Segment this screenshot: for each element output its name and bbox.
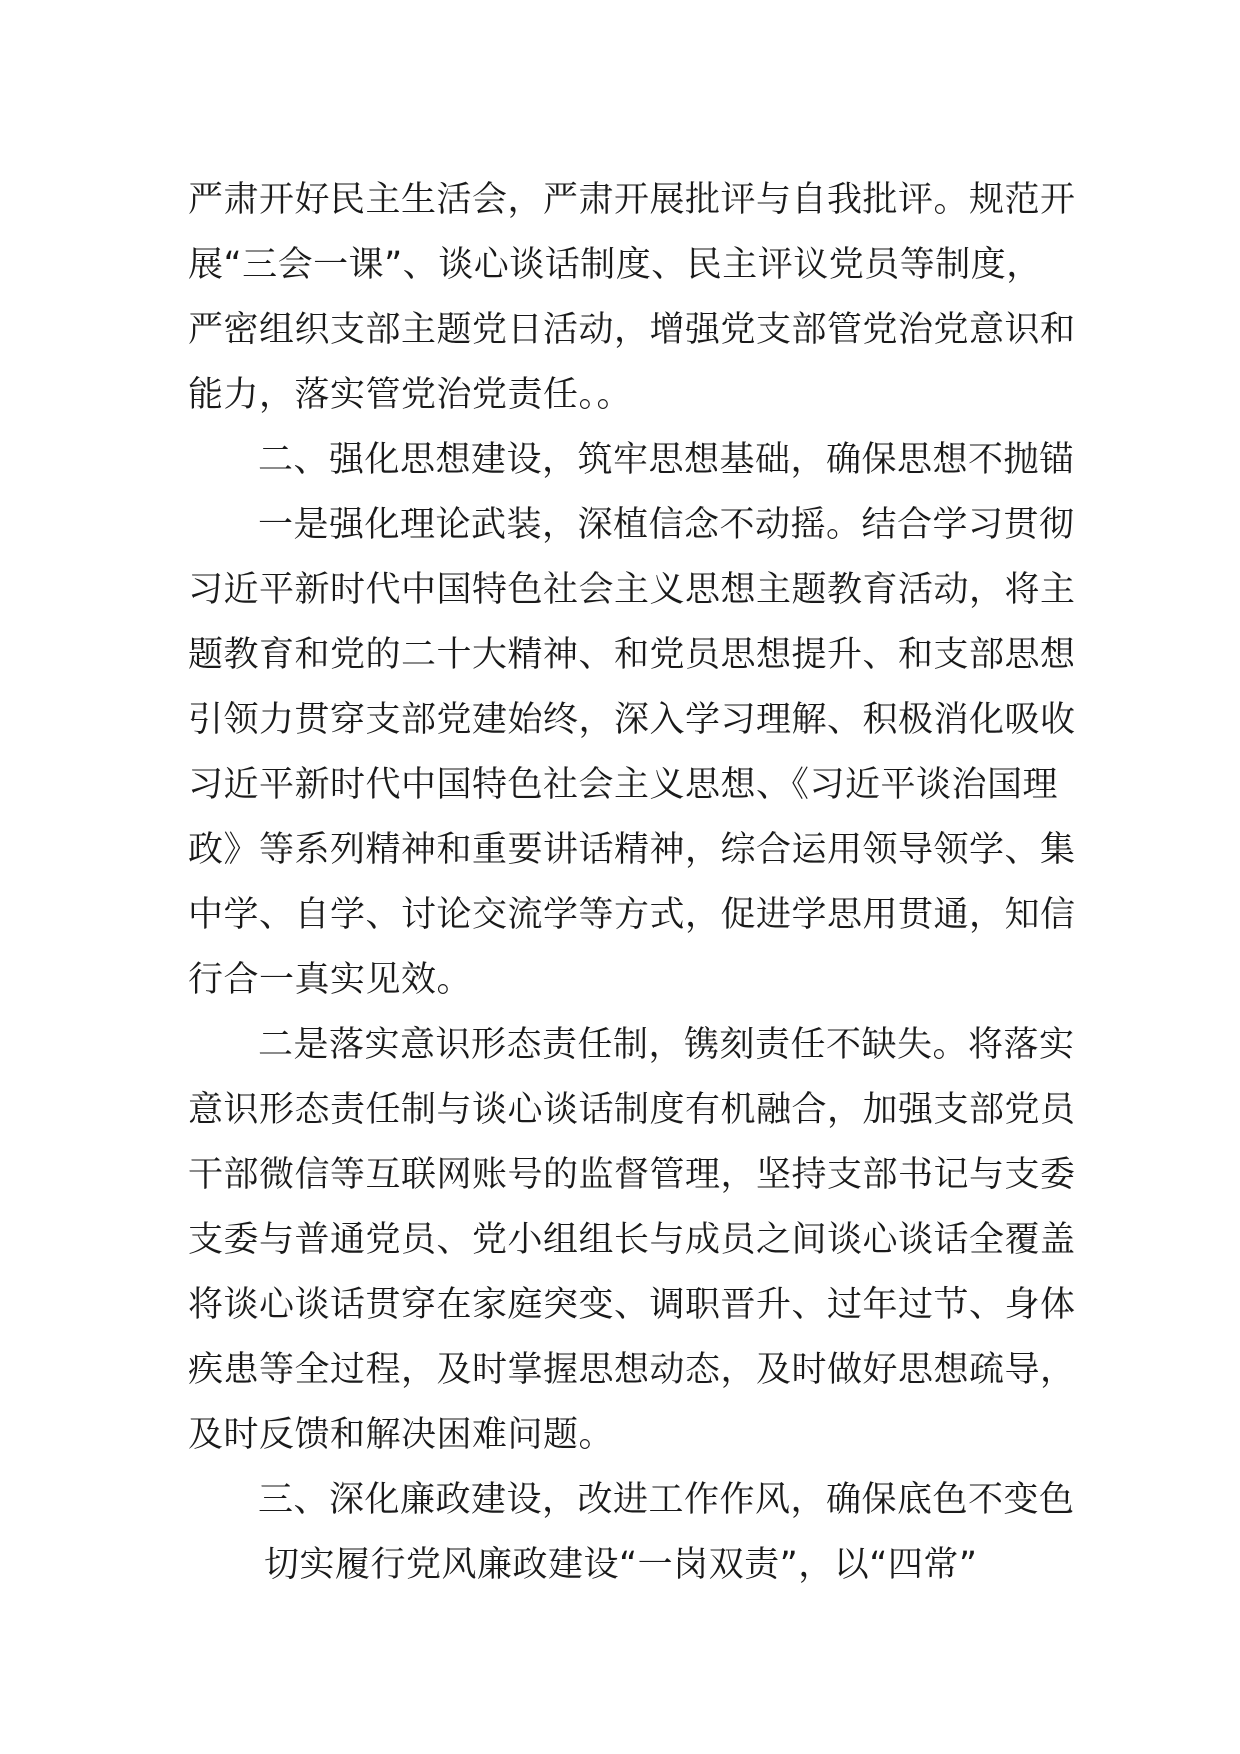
- body-line: 意识形态责任制与谈心谈话制度有机融合，加强支部党员: [188, 1090, 1076, 1130]
- body-line: 行合一真实见效。: [188, 960, 473, 1000]
- paragraph-start-line: 一是强化理论武装，深植信念不动摇。结合学习贯彻: [258, 505, 1075, 545]
- body-line: 支委与普通党员、党小组组长与成员之间谈心谈话全覆盖: [188, 1220, 1076, 1260]
- body-line: 及时反馈和解决困难问题。: [188, 1415, 615, 1455]
- body-line: 干部微信等互联网账号的监督管理，坚持支部书记与支委: [188, 1155, 1076, 1195]
- body-line: 引领力贯穿支部党建始终，深入学习理解、积极消化吸收: [188, 700, 1076, 740]
- body-line: 展“三会一课”、谈心谈话制度、民主评议党员等制度，: [188, 245, 1042, 285]
- section-heading-2: 二、强化思想建设，筑牢思想基础，确保思想不抛锚: [258, 440, 1075, 480]
- body-line: 严肃开好民主生活会，严肃开展批评与自我批评。规范开: [188, 180, 1076, 220]
- body-line: 疾患等全过程，及时掌握思想动态，及时做好思想疏导，: [188, 1350, 1076, 1390]
- body-line: 题教育和党的二十大精神、和党员思想提升、和支部思想: [188, 635, 1076, 675]
- paragraph-start-line: 二是落实意识形态责任制，镌刻责任不缺失。将落实: [258, 1025, 1075, 1065]
- body-line: 将谈心谈话贯穿在家庭突变、调职晋升、过年过节、身体: [188, 1285, 1076, 1325]
- body-line: 能力，落实管党治党责任。。: [188, 375, 633, 415]
- body-line: 习近平新时代中国特色社会主义思想主题教育活动，将主: [188, 570, 1076, 610]
- body-line: 中学、自学、讨论交流学等方式，促进学思用贯通，知信: [188, 895, 1076, 935]
- document-body: [188, 168, 1076, 1598]
- section-heading-3: 三、深化廉政建设，改进工作作风，确保底色不变色: [258, 1480, 1075, 1520]
- body-line: 习近平新时代中国特色社会主义思想、《习近平谈治国理: [188, 765, 1059, 805]
- body-line: 政》等系列精神和重要讲话精神，综合运用领导领学、集: [188, 830, 1076, 870]
- body-line: 严密组织支部主题党日活动，增强党支部管党治党意识和: [188, 310, 1076, 350]
- paragraph-start-line: 切实履行党风廉政建设“一岗双责”，以“四常”: [264, 1545, 978, 1585]
